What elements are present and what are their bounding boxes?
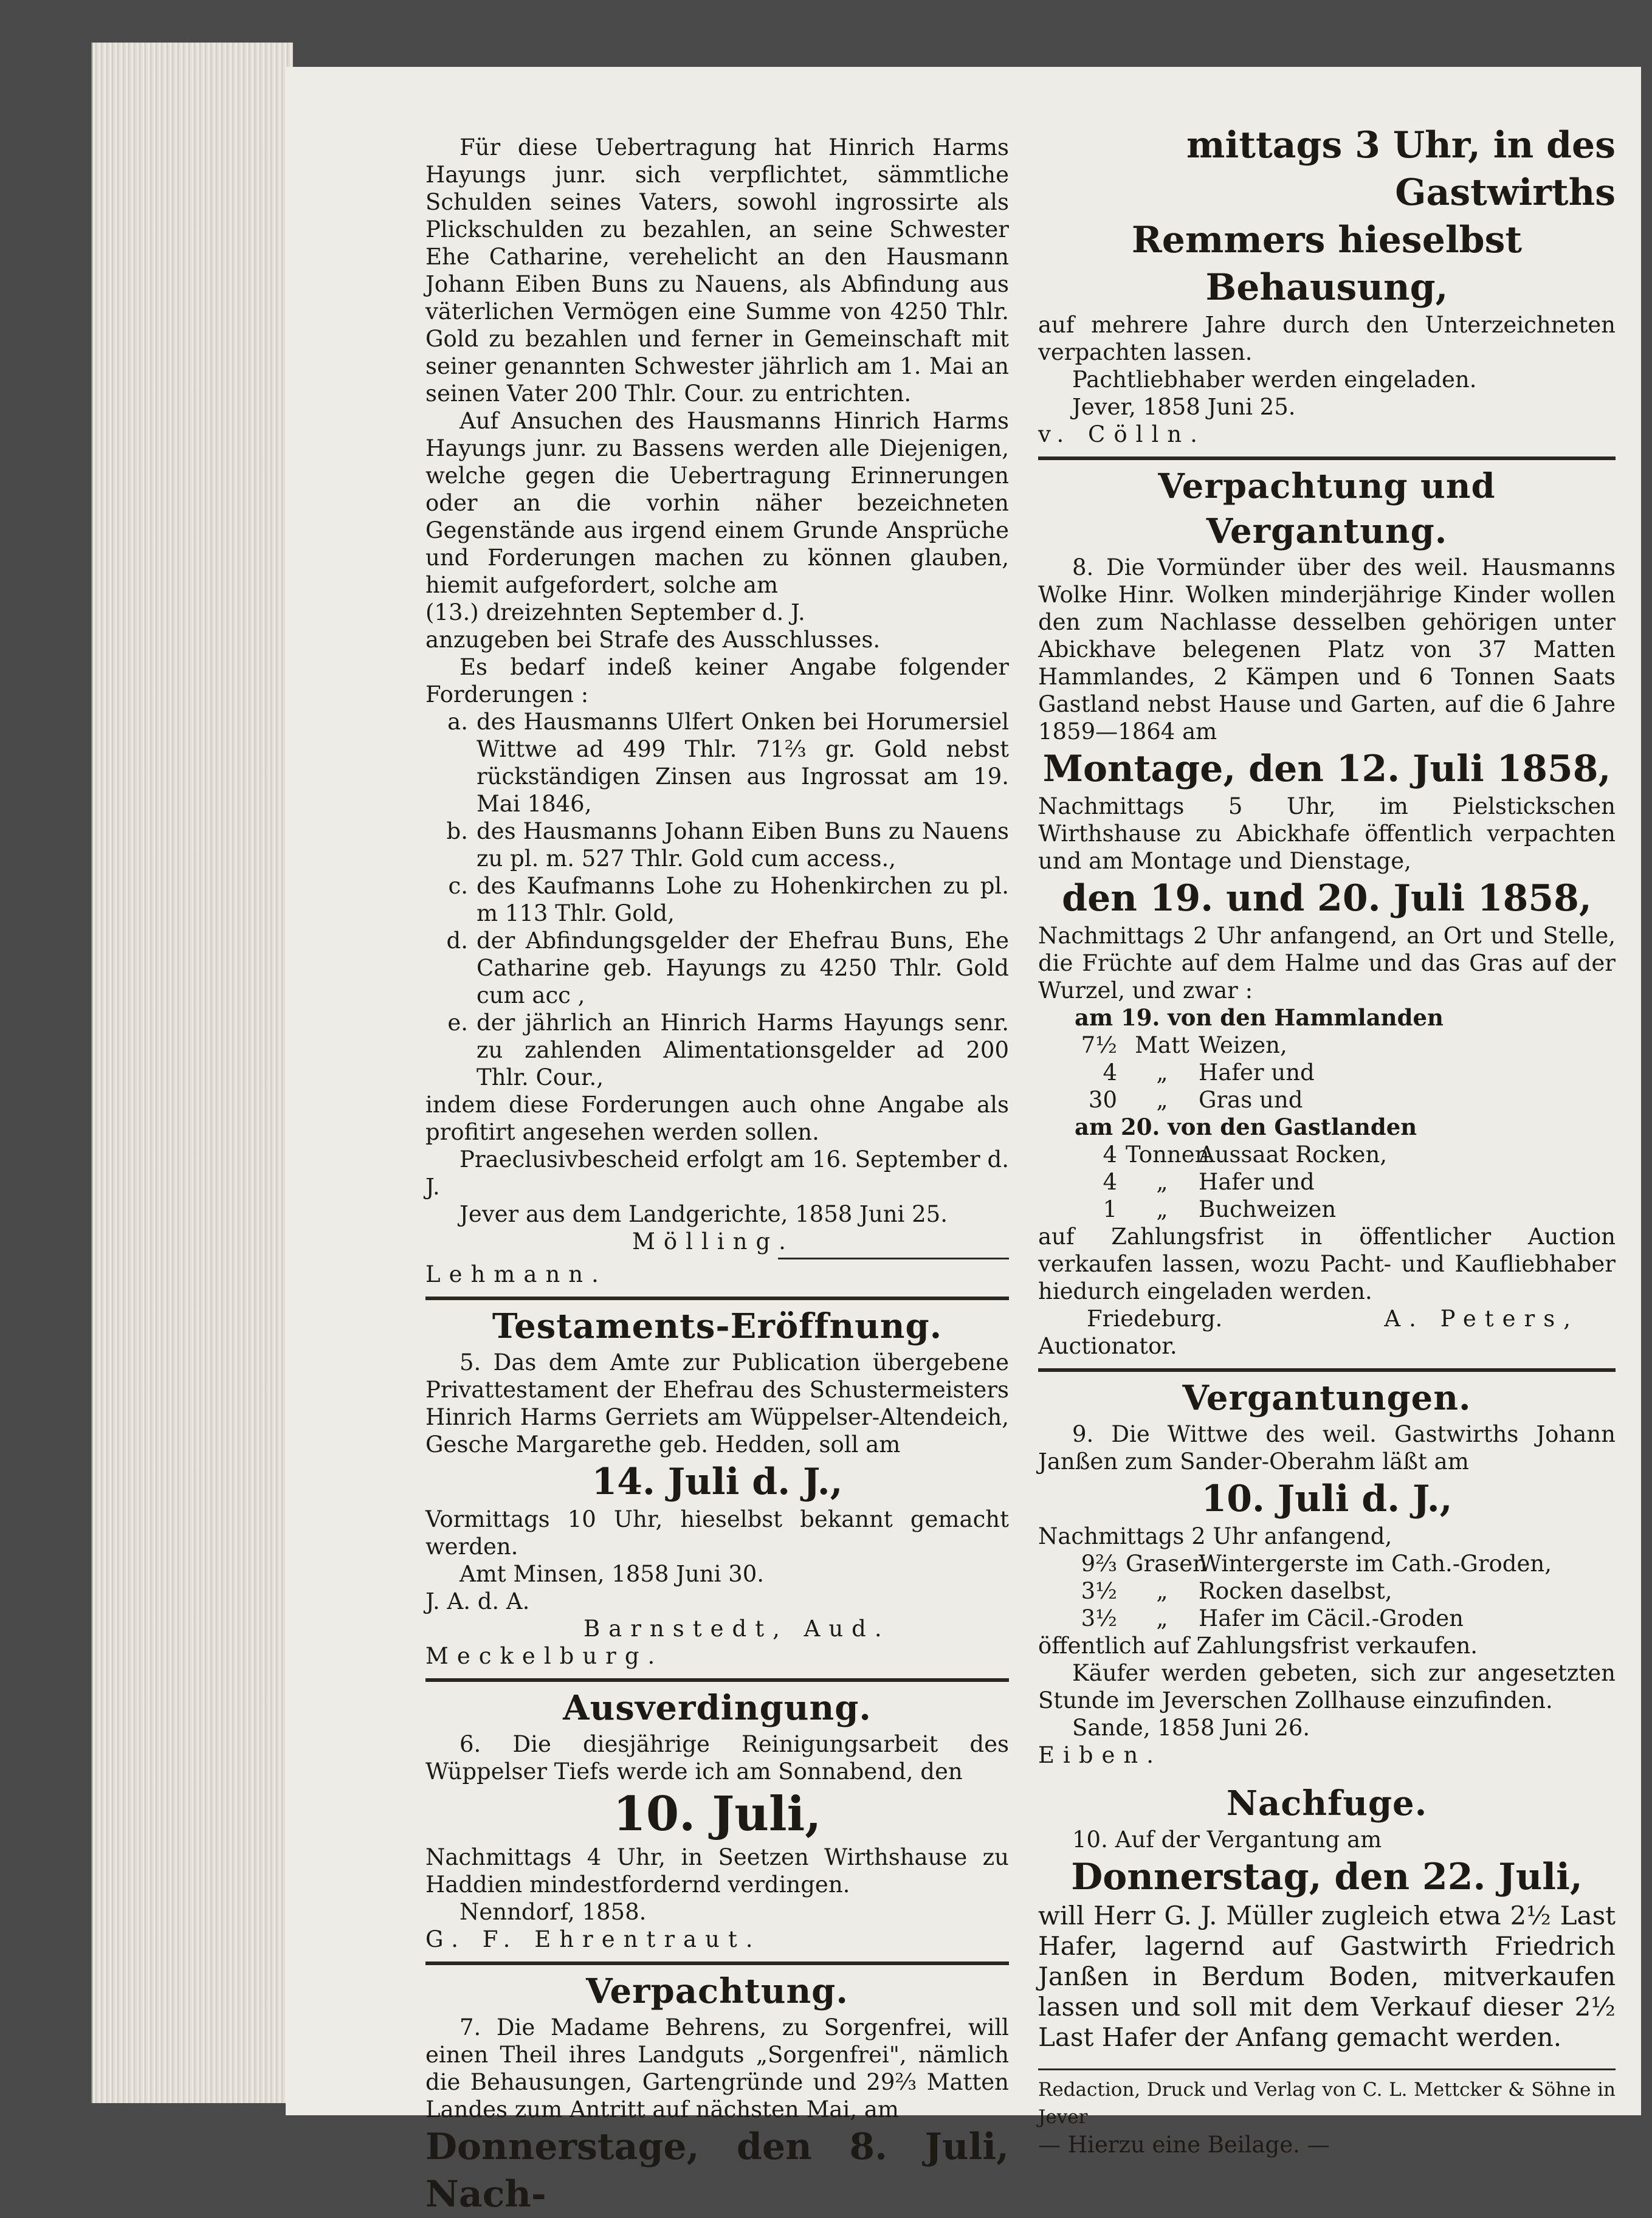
section-heading-nachfuge: Nachfuge. [1226,1783,1428,1824]
claim-label: e. [447,1010,468,1036]
list-item [425,818,1009,872]
crop: Aussaat Rocken, [1199,1142,1388,1168]
crop: Weizen, [1199,1032,1287,1058]
continuation-text: auf mehrere Jahre durch den Unterzeichneten verpachten lassen. [1038,312,1616,365]
qty: 4 [1103,1059,1117,1086]
crop: Hafer im Cäcil.-Groden [1199,1605,1464,1631]
section-heading-testament: Testaments-Eröffnung. [492,1306,943,1346]
qty: 4 [1103,1169,1117,1195]
widow-text: 9. Die Wittwe des weil. Gastwirths Johann Janßen zum Sander-Oberahm läßt am [1038,1421,1616,1475]
ausverdingung-date: 10. Juli, [613,1786,822,1842]
am20-list [1038,1141,1616,1223]
auction-signature-line [1038,1305,1616,1332]
unit: Matt [1135,1032,1189,1058]
footer-divider [1038,2068,1616,2070]
auction-signature-2: Auctionator. [1038,1333,1177,1359]
unit: Tonnen [1126,1142,1210,1168]
summons-date: (13.) dreizehnten September d. J. [425,599,805,625]
continuation-signature: v. Cölln. [1038,421,1206,447]
list-item [425,872,1009,927]
crop: Rocken daselbst, [1199,1578,1392,1604]
section-heading-ausverdingung: Ausverdingung. [563,1688,872,1728]
list-item [1038,1605,1616,1632]
summons-paragraph: Auf Ansuchen des Hausmanns Hinrich Harms Hayungs junr. zu Bassens werden alle Diejenigen, welche gegen die Uebertragung Erinnerungen oder an die vorhin näher bezeichneten Gegenstände aus irgend einem Grunde Ansprüche und Forderungen machen zu können glauben, hiemit aufgefordert, solche am [425,408,1009,598]
list-item [1038,1168,1616,1196]
sale-text: Nachmittags 2 Uhr anfangend, an Ort und Stelle, die Früchte auf dem Halme und das Gras auf der Wurzel, und zwar : [1038,923,1616,1004]
section-heading-verpachtung-vergantung: Verpachtung und Vergantung. [1158,466,1496,551]
signature-lehmann: Lehmann. [425,1261,607,1287]
signature-moelling: Mölling. [632,1228,794,1255]
testament-time: Vormittags 10 Uhr, hieselbst bekannt gemacht werden. [425,1506,1009,1560]
verpachtung-date: Donnerstage, den 8. Juli, Nach- [425,2126,1009,2216]
claim-text: des Kaufmanns Lohe zu Hohenkirchen zu pl. m 113 Thlr. Gold, [477,873,1009,926]
qty: 1 [1103,1196,1117,1222]
testament-signature-1: J. A. d. A. [425,1588,530,1614]
am19-list [1038,1032,1616,1114]
crop: Hafer und [1199,1059,1315,1086]
claims-closing: indem diese Forderungen auch ohne Angabe als profitirt angesehen werden sollen. [425,1092,1009,1145]
vergantung-place-date: Sande, 1858 Juni 26. [1072,1715,1310,1741]
section-heading-vergantungen: Vergantungen. [1182,1378,1471,1418]
unit: Grasen [1126,1551,1208,1577]
claim-label: a. [447,709,468,735]
vergantung-list [1038,1550,1616,1632]
crop: Hafer und [1199,1169,1315,1195]
section-divider [1038,1368,1616,1372]
claim-text: der Abfindungsgelder der Ehefrau Buns, Ehe Catharine geb. Hayungs zu 4250 Thlr. Gold cum acc , [477,928,1009,1008]
sale-dates: den 19. und 20. Juli 1858, [1062,877,1592,920]
claims-list [425,708,1009,1091]
auction-place: Friedeburg. [1087,1306,1223,1332]
crop: Gras und [1199,1087,1303,1113]
list-item [425,927,1009,1009]
testament-date: 14. Juli d. J., [591,1461,843,1503]
testament-signature-3: Meckelburg. [425,1643,664,1669]
qty: 4 [1103,1142,1117,1168]
lease-date: Montage, den 12. Juli 1858, [1042,748,1611,790]
claim-text: des Hausmanns Ulfert Onken bei Horumersiel Wittwe ad 499 Thlr. 71⅔ gr. Gold nebst rückständigen Zinsen aus Ingrossat am 19. Mai 1846, [477,709,1009,817]
vergantung-buyers: Käufer werden gebeten, sich zur angesetzten Stunde im Jeverschen Zollhause einzufinden. [1038,1660,1616,1713]
vergantung-signature: Eiben. [1038,1742,1163,1768]
claims-intro: Es bedarf indeß keiner Angabe folgender Forderungen : [425,654,1009,708]
section-divider [425,1678,1009,1682]
testament-signature-2: Barnstedt, Aud. [583,1616,890,1642]
unit: „ [1156,1196,1168,1222]
claim-text: des Hausmanns Johann Eiben Buns zu Nauens zu pl. m. 527 Thlr. Gold cum access., [477,818,1009,872]
unit: „ [1156,1605,1168,1631]
continuation-place-date: Jever, 1858 Juni 25. [1072,394,1296,420]
am19-heading: am 19. von den Hammlanden [1075,1004,1444,1031]
book-page-edges [91,43,293,2103]
unit: „ [1156,1578,1168,1604]
ausverdingung-signature: G. F. Ehrentraut. [425,1926,762,1952]
list-item [1038,1059,1616,1086]
continuation-invite: Pachtliebhaber werden eingeladen. [1072,367,1477,393]
am20-heading: am 20. von den Gastlanden [1075,1114,1417,1140]
claim-label: d. [446,928,468,954]
crop: Wintergerste im Cath.-Groden, [1199,1551,1552,1577]
continuation-line-2: Remmers hieselbst Behausung, [1131,219,1523,309]
auction-signature-1: A. Peters, [1384,1306,1579,1332]
list-item [1038,1086,1616,1114]
left-column [425,134,1009,2218]
list-item [1038,1141,1616,1168]
preclusion-notice: Praeclusivbescheid erfolgt am 16. September d. J. [425,1146,1009,1200]
section-divider [425,1297,1009,1300]
qty: 3½ [1081,1578,1117,1604]
summons-end: anzugeben bei Strafe des Ausschlusses. [425,627,881,653]
supplement-note: — Hierzu eine Beilage. — [1038,2132,1330,2158]
qty: 30 [1088,1087,1117,1113]
crop: Buchweizen [1199,1196,1337,1222]
ausverdingung-text: 6. Die diesjährige Reinigungsarbeit des Wüppelser Tiefs werde ich am Sonnabend, den [425,1731,1009,1785]
section-heading-verpachtung: Verpachtung. [586,1971,848,2011]
right-column [1038,122,1616,2158]
section-divider [425,1961,1009,1965]
nachfuge-text: 10. Auf der Vergantung am [1072,1827,1382,1853]
continuation-line-1: mittags 3 Uhr, in des Gastwirths [1186,124,1616,214]
list-item [425,1009,1009,1091]
auction-text: auf Zahlungsfrist in öffentlicher Auction verkaufen lassen, wozu Pacht- und Kaufliebhaber hiedurch eingeladen werden. [1038,1224,1616,1304]
court-place-date: Jever aus dem Landgerichte, 1858 Juni 25. [459,1201,948,1227]
qty: 3½ [1081,1605,1117,1631]
list-item [425,708,1009,818]
signature-rule [778,1258,1009,1259]
claim-text: der jährlich an Hinrich Harms Hayungs senr. zu zahlenden Alimentationsgelder ad 200 Thlr. Cour., [477,1010,1009,1090]
guardians-text: 8. Die Vormünder über des weil. Hausmanns Wolke Hinr. Wolken minderjährige Kinder wollen den zum Nachlasse desselben gehörigen unter Abickhave belegenen Platz von 37 Matten Hammlandes, 2 Kämpen und 6 Tonnen Saats Gastland nebst Hause und Garten, auf die 6 Jahre 1859—1864 am [1038,554,1616,745]
unit: „ [1156,1059,1168,1086]
imprint: Redaction, Druck und Verlag von C. L. Mettcker & Söhne in Jever [1038,2079,1616,2128]
nachfuge-text-2: will Herr G. J. Müller zugleich etwa 2½ Last Hafer, lagernd auf Gastwirth Friedrich Janßen in Berdum Boden, mitverkaufen lassen und soll mit dem Verkauf dieser 2½ Last Hafer der Anfang gemacht werden. [1038,1901,1616,2052]
list-item [1038,1577,1616,1605]
list-item [1038,1032,1616,1059]
vergantung-date: 10. Juli d. J., [1201,1478,1453,1520]
qty: 9⅔ [1081,1551,1117,1577]
vergantung-sale-text: öffentlich auf Zahlungsfrist verkaufen. [1038,1633,1478,1659]
nachfuge-date: Donnerstag, den 22. Juli, [1071,1856,1583,1898]
claim-label: c. [448,873,468,899]
vergantung-time: Nachmittags 2 Uhr anfangend, [1038,1523,1392,1549]
unit: „ [1156,1169,1168,1195]
ausverdingung-place: Nenndorf, 1858. [459,1899,647,1925]
qty: 7½ [1081,1032,1117,1058]
section-divider [1038,456,1616,460]
testament-place-date: Amt Minsen, 1858 Juni 30. [459,1561,765,1587]
verpachtung-text: 7. Die Madame Behrens, zu Sorgenfrei, will einen Theil ihres Landguts „Sorgenfrei", nämlich die Behausungen, Gartengründe und 29⅔ Matten Landes zum Antritt auf nächsten Mai, am [425,2014,1009,2123]
claim-label: b. [446,818,468,844]
list-item [1038,1196,1616,1223]
list-item [1038,1550,1616,1577]
unit: „ [1156,1087,1168,1113]
lease-time-place: Nachmittags 5 Uhr, im Pielstickschen Wirthshause zu Abickhafe öffentlich verpachten und am Montage und Dienstage, [1038,793,1616,874]
transfer-paragraph: Für diese Uebertragung hat Hinrich Harms Hayungs junr. sich verpflichtet, sämmtliche Schulden seines Vaters, sowohl ingrossirte als Plickschulden zu bezahlen, an seine Schwester Ehe Catharine, verehelicht an den Hausmann Johann Eiben Buns zu Nauens, als Abfindung aus väterlichen Vermögen eine Summe von 4250 Thlr. Gold zu bezahlen und ferner in Gemeinschaft mit seiner genannten Schwester jährlich am 1. Mai an seinen Vater 200 Thlr. Cour. zu entrichten. [425,134,1009,407]
testament-text: 5. Das dem Amte zur Publication übergebene Privattestament der Ehefrau des Schustermeisters Hinrich Harms Gerriets am Wüppelser-Altendeich, Gesche Margarethe geb. Hedden, soll am [425,1349,1009,1458]
ausverdingung-time: Nachmittags 4 Uhr, in Seetzen Wirthshause zu Haddien mindestfordernd verdingen. [425,1844,1009,1898]
